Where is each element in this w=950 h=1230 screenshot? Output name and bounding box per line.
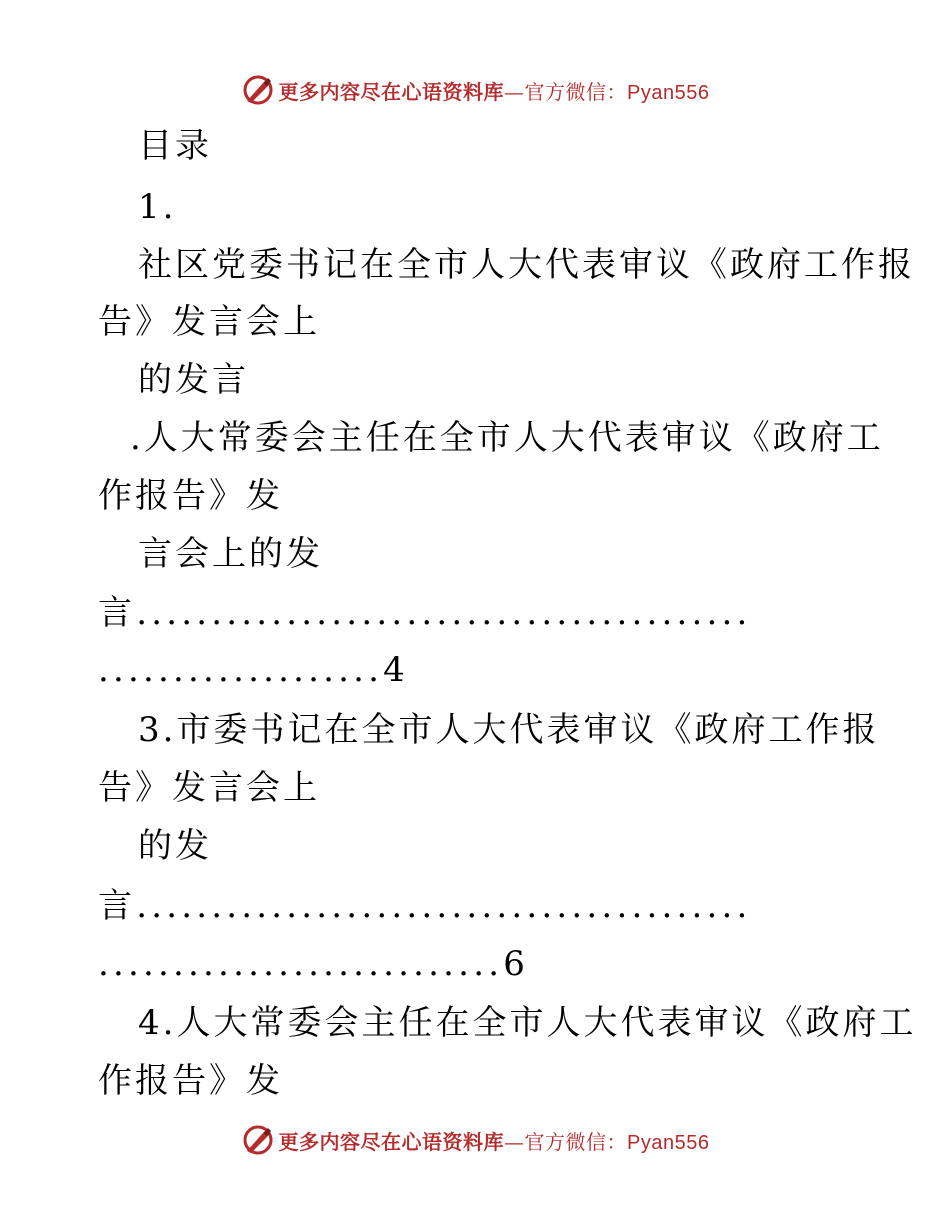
banner-wechat: Pyan556 (627, 1131, 710, 1154)
toc-line: 作报告》发 (98, 1061, 283, 1101)
toc-line: 作报告》发 (98, 476, 283, 516)
banner-separator: — (504, 1129, 525, 1154)
toc-line: 告》发言会上 (98, 768, 320, 808)
toc-heading: 目录 (138, 126, 212, 166)
toc-line: 言......................................... (98, 886, 752, 926)
toc-line: 言会上的发 (138, 534, 323, 574)
banner-suffix: 官方微信： (524, 1129, 628, 1154)
toc-line: ...........................6 (98, 944, 530, 984)
banner-separator: — (504, 79, 525, 104)
toc-line: 的发言 (138, 360, 249, 400)
toc-line: ...................4 (98, 650, 409, 690)
banner-wechat: Pyan556 (627, 81, 710, 104)
toc-line: 言......................................... (98, 593, 752, 633)
pen-circle-logo-icon (241, 1123, 275, 1157)
toc-line: 的发 (138, 826, 212, 866)
banner-text: 更多内容尽在心语资料库 (278, 1129, 505, 1154)
toc-line: 社区党委书记在全市人大代表审议《政府工作报 (138, 245, 915, 285)
toc-line: 4.人大常委会主任在全市人大代表审议《政府工 (138, 1003, 917, 1043)
toc-line: 告》发言会上 (98, 302, 320, 342)
toc-line: 3.市委书记在全市人大代表审议《政府工作报 (138, 710, 880, 750)
banner-text: 更多内容尽在心语资料库 (278, 79, 505, 104)
toc-line: 1. (138, 187, 177, 227)
banner-suffix: 官方微信： (524, 79, 628, 104)
footer-banner (0, 1120, 950, 1160)
toc-line: .人大常委会主任在全市人大代表审议《政府工 (130, 418, 884, 458)
